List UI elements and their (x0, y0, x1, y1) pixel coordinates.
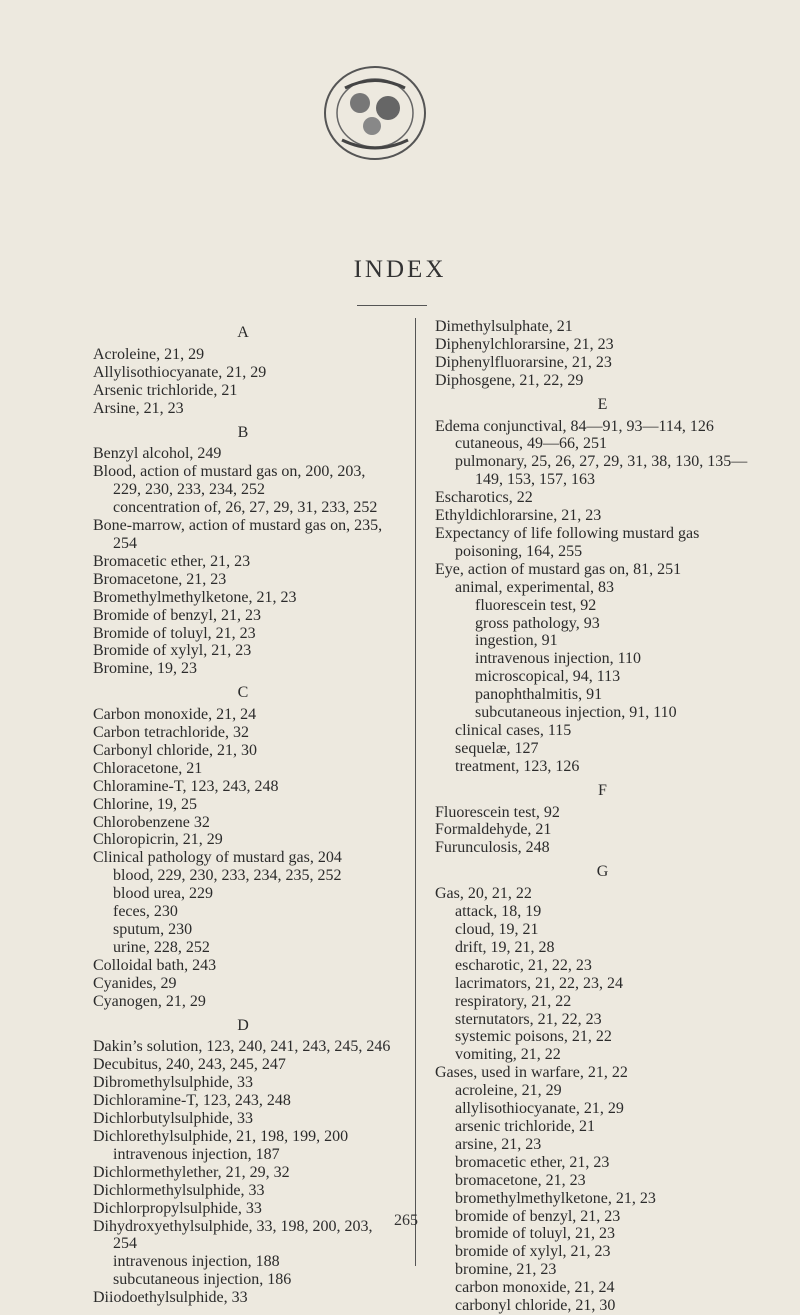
index-subentry: drift, 19, 21, 28 (455, 938, 555, 956)
index-subentry: microscopical, 94, 113 (475, 668, 621, 686)
index-subentry: concentration of, 26, 27, 29, 31, 233, 252 (113, 499, 378, 517)
index-entry: Clinical pathology of mustard gas, 204 (93, 849, 342, 867)
index-entry: Carbonyl chloride, 21, 30 (93, 741, 257, 759)
index-subentry: bromine, 21, 23 (455, 1261, 557, 1279)
index-entry: Colloidal bath, 243 (93, 956, 217, 974)
index-entry: Fluorescein test, 92 (435, 803, 560, 821)
index-entry: Diphenylfluorarsine, 21, 23 (435, 353, 612, 371)
index-entry: Chloracetone, 21 (93, 759, 203, 777)
index-entry: Expectancy of life following mustard gas poisoning, 164, 255 (435, 524, 700, 560)
index-entry: Edema conjunctival, 84—91, 93—114, 126 (435, 417, 714, 435)
index-entry: Acroleine, 21, 29 (93, 345, 205, 363)
index-subentry: bromacetone, 21, 23 (455, 1171, 586, 1189)
index-subentry: blood urea, 229 (113, 885, 213, 903)
index-subentry: carbon monoxide, 21, 24 (455, 1279, 615, 1297)
index-entry: Dichlorbutylsulphide, 33 (93, 1110, 253, 1128)
index-subentry: cutaneous, 49—66, 251 (455, 435, 607, 453)
index-subentry: feces, 230 (113, 903, 178, 921)
index-entry: Cyanogen, 21, 29 (93, 992, 206, 1010)
index-subentry: pulmonary, 25, 26, 27, 29, 31, 38, 130, 135—149, 153, 157, 163 (455, 453, 748, 489)
index-entry: Eye, action of mustard gas on, 81, 251 (435, 560, 682, 578)
index-entry: Ethyldichlorarsine, 21, 23 (435, 507, 602, 525)
library-stamp-logo (300, 58, 450, 168)
index-subentry: treatment, 123, 126 (455, 757, 580, 775)
index-subentry: sputum, 230 (113, 921, 193, 938)
title-rule (357, 305, 427, 306)
index-entry: Bromide of benzyl, 21, 23 (93, 606, 261, 624)
index-entry: Arsenic trichloride, 21 (93, 381, 238, 399)
index-subentry: cloud, 19, 21 (455, 921, 539, 938)
index-entry: Allylisothiocyanate, 21, 29 (93, 363, 267, 381)
index-column-right (435, 318, 770, 1315)
index-entry: Dibromethylsulphide, 33 (93, 1074, 253, 1092)
index-subentry: blood, 229, 230, 233, 234, 235, 252 (113, 867, 342, 885)
index-subentry: arsenic trichloride, 21 (455, 1117, 595, 1135)
index-subentry: sequelæ, 127 (455, 739, 539, 757)
index-entry: Escharotics, 22 (435, 489, 533, 507)
index-entry: Diiodoethylsulphide, 33 (93, 1289, 248, 1307)
index-entry: Dihydroxyethylsulphide, 33, 198, 200, 203, 254 (93, 1217, 373, 1253)
column-divider (415, 318, 416, 1266)
index-entry: Dakin’s solution, 123, 240, 241, 243, 245, 246 (93, 1038, 391, 1056)
index-entry: Decubitus, 240, 243, 245, 247 (93, 1056, 286, 1074)
index-entry: Bromide of xylyl, 21, 23 (93, 642, 252, 660)
section-letter: F (598, 781, 607, 799)
index-subentry: bromide of benzyl, 21, 23 (455, 1207, 621, 1225)
index-entry: Dichlorethylsulphide, 21, 198, 199, 200 (93, 1127, 349, 1145)
index-subentry: allylisothiocyanate, 21, 29 (455, 1100, 624, 1118)
index-entry: Furunculosis, 248 (435, 839, 550, 857)
index-subentry: subcutaneous injection, 186 (113, 1271, 292, 1289)
index-entry: Bromine, 19, 23 (93, 660, 197, 678)
index-subentry: intravenous injection, 187 (113, 1145, 280, 1163)
index-entry: Bromacetic ether, 21, 23 (93, 552, 251, 570)
section-letter: A (237, 324, 249, 341)
index-entry: Chloropicrin, 21, 29 (93, 831, 223, 849)
index-subentry: intravenous injection, 110 (475, 650, 642, 668)
index-subentry: systemic poisons, 21, 22 (455, 1028, 612, 1046)
index-entry: Carbon tetrachloride, 32 (93, 724, 249, 742)
index-entry: Cyanides, 29 (93, 974, 177, 992)
index-entry: Bromethylmethylketone, 21, 23 (93, 588, 297, 606)
index-subentry: acroleine, 21, 29 (455, 1082, 562, 1100)
index-entry: Dichlormethylether, 21, 29, 32 (93, 1163, 290, 1181)
index-subentry: escharotic, 21, 22, 23 (455, 956, 592, 974)
index-entry: Diphosgene, 21, 22, 29 (435, 371, 584, 389)
index-subentry: subcutaneous injection, 91, 110 (475, 704, 677, 722)
index-subentry: urine, 228, 252 (113, 938, 210, 956)
index-entry: Chlorobenzene 32 (93, 813, 210, 831)
index-subentry: lacrimators, 21, 22, 23, 24 (455, 974, 623, 992)
index-entry: Arsine, 21, 23 (93, 399, 184, 417)
section-letter: E (597, 395, 608, 413)
index-entry: Formaldehyde, 21 (435, 821, 552, 839)
index-entry: Dichlorpropylsulphide, 33 (93, 1199, 262, 1217)
index-subentry: bromacetic ether, 21, 23 (455, 1153, 610, 1171)
index-subentry: attack, 18, 19 (455, 903, 542, 921)
section-letter: D (237, 1016, 249, 1034)
index-subentry: vomiting, 21, 22 (455, 1046, 561, 1064)
index-entry: Dichlormethylsulphide, 33 (93, 1181, 265, 1199)
index-subentry: intravenous injection, 188 (113, 1253, 280, 1271)
index-entry: Chloramine-T, 123, 243, 248 (93, 777, 279, 795)
index-entry: Blood, action of mustard gas on, 200, 203, 229, 230, 233, 234, 252 (93, 463, 366, 499)
index-subentry: bromide of toluyl, 21, 23 (455, 1225, 615, 1243)
page-number: 265 (394, 1212, 418, 1229)
page-title: INDEX (353, 256, 447, 283)
index-subentry: carbonyl chloride, 21, 30 (455, 1297, 616, 1315)
index-entry: Bromacetone, 21, 23 (93, 570, 227, 588)
index-subentry: bromethylmethylketone, 21, 23 (455, 1189, 656, 1207)
index-entry: Diphenylchlorarsine, 21, 23 (435, 335, 614, 353)
index-column-left (93, 318, 393, 1307)
index-entry: Gas, 20, 21, 22 (435, 885, 532, 903)
index-subentry: sternutators, 21, 22, 23 (455, 1010, 602, 1028)
section-letter: B (237, 423, 249, 441)
index-subentry: respiratory, 21, 22 (455, 992, 572, 1010)
index-entry: Chlorine, 19, 25 (93, 795, 197, 813)
index-subentry: gross pathology, 93 (475, 614, 600, 632)
index-subentry: arsine, 21, 23 (455, 1135, 542, 1153)
index-entry: Benzyl alcohol, 249 (93, 445, 222, 463)
index-subentry: ingestion, 91 (475, 632, 558, 650)
section-letter: C (237, 684, 249, 702)
index-subentry: bromide of xylyl, 21, 23 (455, 1243, 611, 1261)
index-entry: Bromide of toluyl, 21, 23 (93, 624, 256, 642)
index-entry: Bone-marrow, action of mustard gas on, 235, 254 (93, 517, 383, 552)
index-subentry: panophthalmitis, 91 (475, 686, 603, 704)
index-entry: Carbon monoxide, 21, 24 (93, 706, 257, 724)
section-letter: G (596, 863, 609, 881)
index-entry: Gases, used in warfare, 21, 22 (435, 1064, 628, 1082)
index-entry: Dichloramine-T, 123, 243, 248 (93, 1092, 291, 1110)
index-entry: Dimethylsulphate, 21 (435, 318, 573, 335)
index-subentry: animal, experimental, 83 (455, 578, 615, 596)
index-subentry: clinical cases, 115 (455, 721, 572, 739)
index-subentry: fluorescein test, 92 (475, 596, 597, 614)
